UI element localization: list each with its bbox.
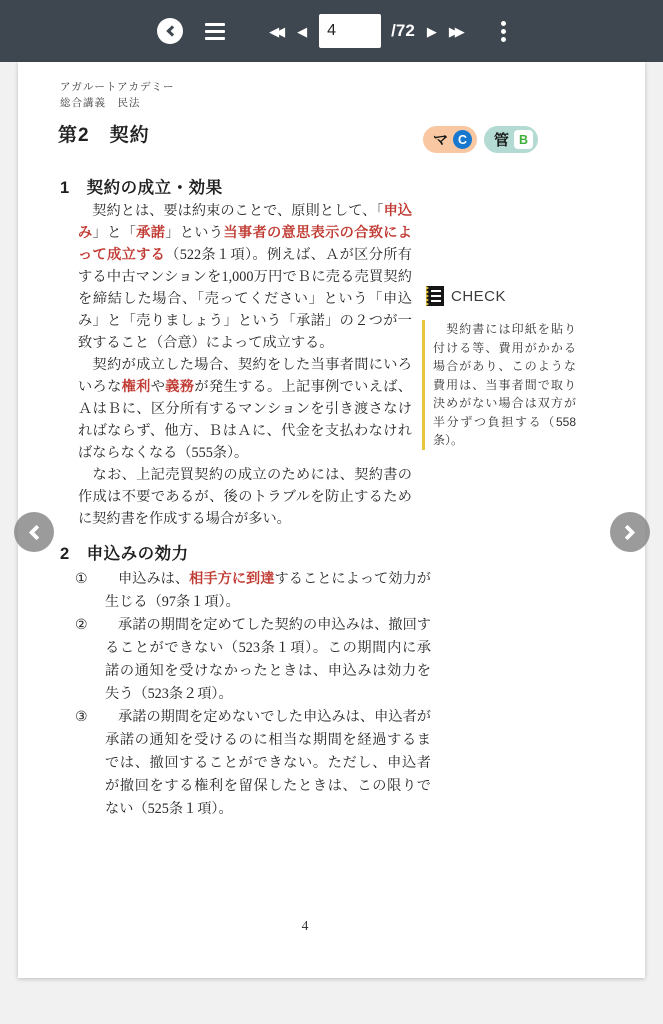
paragraph: 契約とは、要は約束のことで、原則として、「申込み」と「承諾」という当事者の意思表示の合致によって成立する（522条１項）。例えば、Ａが区分所有する中古マンションを1,000万円でＢに売る売買契約を締結した場合、「売ってください」という「申込み」と「売りましょう」という「承諾」の２つが一致すること（合意）によって成立する。 xyxy=(78,203,412,351)
previous-page-floating-button[interactable] xyxy=(14,512,54,552)
list-item: ① 申込みは、相手方に到達することによって効力が生じる（97条１項）。 xyxy=(75,568,431,614)
next-page-floating-button[interactable] xyxy=(610,512,650,552)
viewer-toolbar xyxy=(0,0,663,62)
chapter-title: 第2 契約 xyxy=(58,125,150,146)
publisher-line: アガルートアカデミー xyxy=(60,82,175,93)
back-icon[interactable] xyxy=(157,18,183,44)
paragraph: 契約が成立した場合、契約をした当事者間にいろいろな権利や義務が発生する。上記事例でいえば、ＡはＢに、区分所有するマンションを引き渡さなければならず、他方、ＢはＡに、代金を支払わなければならなくなる（555条）。 xyxy=(78,357,412,461)
first-page-icon[interactable]: ◀◀ xyxy=(269,23,282,39)
next-page-icon[interactable]: ▶ xyxy=(426,23,437,39)
last-page-icon[interactable]: ▶▶ xyxy=(448,23,461,39)
paragraph: なお、上記売買契約の成立のためには、契約書の作成は不要であるが、後のトラブルを防止するために契約書を作成する場合が多い。 xyxy=(78,467,412,527)
badge-kan-b: 管 B xyxy=(484,126,538,153)
check-notebook-icon xyxy=(422,284,446,308)
page-number-input[interactable] xyxy=(319,14,381,48)
category-badges xyxy=(423,126,538,153)
check-label: CHECK xyxy=(451,287,507,305)
section1-title: 1 契約の成立・効果 xyxy=(60,179,223,197)
previous-page-icon[interactable]: ◀ xyxy=(297,23,308,39)
section1-body xyxy=(78,200,412,530)
document-page xyxy=(18,62,645,978)
section2-title: 2 申込みの効力 xyxy=(60,545,189,563)
check-sidebar-note xyxy=(422,284,576,450)
total-pages-label: /72 xyxy=(391,21,415,40)
list-marker: ① xyxy=(75,571,88,587)
course-line: 総合講義 民法 xyxy=(60,98,141,109)
badge-ma-c: マ C xyxy=(423,126,477,153)
list-item: ② 承諾の期間を定めてした契約の申込みは、撤回することができない（523条１項）。この期間内に承諾の通知を受けなかったときは、申込みは効力を失う（523条２項）。 xyxy=(75,614,431,706)
section2-list xyxy=(75,568,431,821)
document-header xyxy=(60,80,174,112)
check-body-text: 契約書には印紙を貼り付ける等、費用がかかる場合があり、このような費用は、当事者間で取り決めがない場合は双方が半分ずつ負担する（558条）。 xyxy=(422,320,576,450)
page-number-footer: 4 xyxy=(301,918,309,933)
chevron-left-icon xyxy=(29,524,45,540)
list-marker: ② xyxy=(75,617,88,633)
chevron-right-icon xyxy=(620,524,636,540)
back-chevron-icon xyxy=(166,25,177,36)
more-options-icon[interactable] xyxy=(501,21,506,42)
list-item: ③ 承諾の期間を定めないでした申込みは、申込者が承諾の通知を受けるのに相当な期間を経過するまでは、撤回することができない。ただし、申込者が撤回をする権利を留保したときは、この限りでない（525条１項）。 xyxy=(75,706,431,821)
menu-icon[interactable] xyxy=(205,23,225,40)
list-marker: ③ xyxy=(75,709,88,725)
check-header xyxy=(422,284,576,308)
